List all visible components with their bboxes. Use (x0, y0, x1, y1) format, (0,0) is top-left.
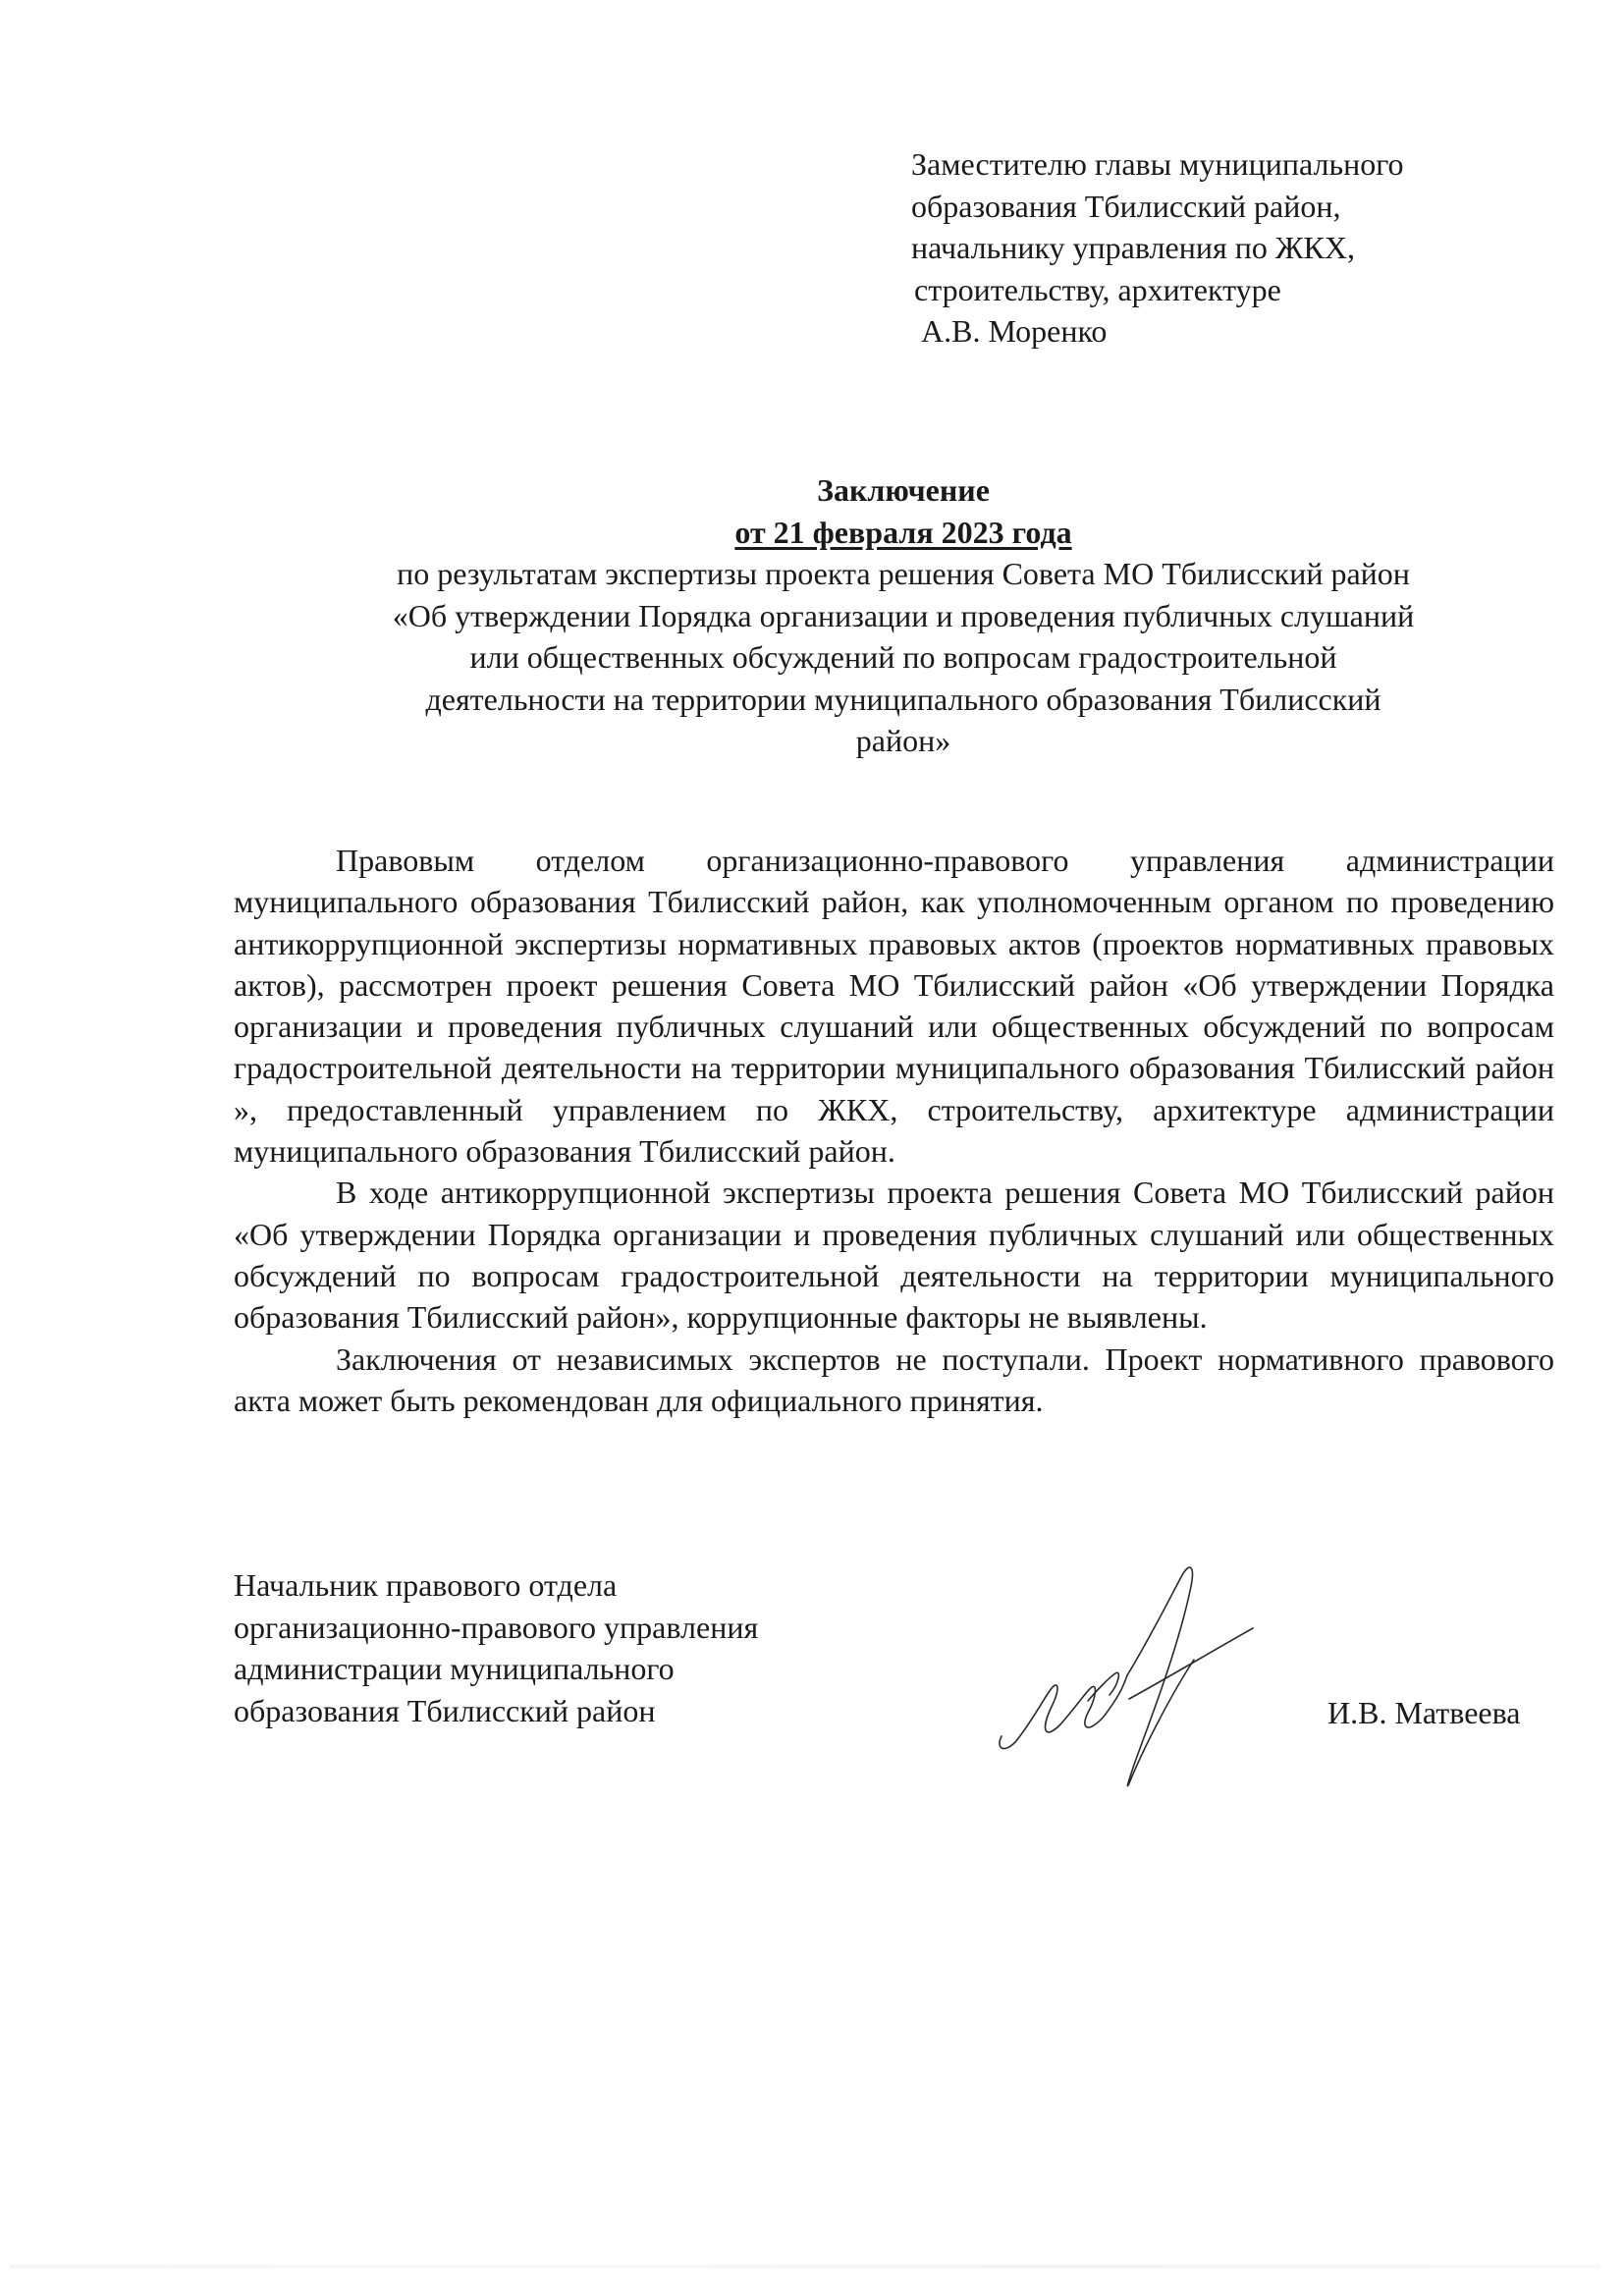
subject-line: по результатам экспертизы проекта решения Совета МО Тбилисский район (397, 556, 1410, 591)
subject-line: район» (855, 723, 951, 758)
signer-position-line: Начальник правового отдела (234, 1567, 618, 1603)
signer-position (234, 1564, 921, 1731)
body-paragraph: Правовым отделом организационно-правового управления администрации муниципального образования Тбилисский район, как уполномоченным органом по проведению антикоррупционной экспертизы нормативных правовых актов (проектов нормативных правовых актов), рассмотрен проект решения Совета МО Тбилисский район «Об утверждении Порядка организации и проведения публичных слушаний или общественных обсуждений по вопросам градостроительной деятельности на территории муниципального образования Тбилисский район », предоставленный управлением по ЖКХ, строительству, архитектуре администрации муниципального образования Тбилисский район. (234, 843, 1554, 1170)
document-body (234, 840, 1554, 1421)
document-date: от 21 февраля 2023 года (734, 514, 1072, 550)
addressee-name: А.В. Моренко (921, 313, 1108, 349)
handwritten-signature-icon (982, 1552, 1316, 1807)
body-paragraph: Заключения от независимых экспертов не поступали. Проект нормативного правового акта может быть рекомендован для официального принятия. (234, 1340, 1554, 1418)
body-paragraph: В ходе антикоррупционной экспертизы проекта решения Совета МО Тбилисский район «Об утверждении Порядка организации и проведения публичных слушаний или общественных обсуждений по вопросам градостроительной деятельности на территории муниципального образования Тбилисский район», коррупционные факторы не выявлены. (234, 1175, 1554, 1336)
document-header (295, 469, 1512, 762)
signer-position-line: организационно-правового управления (234, 1609, 759, 1645)
signer-position-line: образования Тбилисский район (234, 1692, 656, 1728)
addressee-block (911, 143, 1540, 353)
scan-edge-artifact (10, 2265, 1600, 2269)
document-title: Заключение (817, 472, 990, 508)
subject-line: «Об утверждении Порядка организации и проведения публичных слушаний (392, 597, 1415, 633)
subject-line: деятельности на территории муниципального образования Тбилисский (425, 681, 1381, 717)
addressee-line: Заместителю главы муниципального (911, 146, 1404, 182)
addressee-line: начальнику управления по ЖКХ, (911, 230, 1355, 265)
signer-position-line: администрации муниципального (234, 1651, 675, 1686)
signer-name: И.В. Матвеева (1327, 1695, 1521, 1730)
addressee-line: образования Тбилисский район, (911, 188, 1341, 224)
subject-line: или общественных обсуждений по вопросам градостроительной (469, 639, 1337, 675)
addressee-line: строительству, архитектуре (914, 271, 1281, 307)
